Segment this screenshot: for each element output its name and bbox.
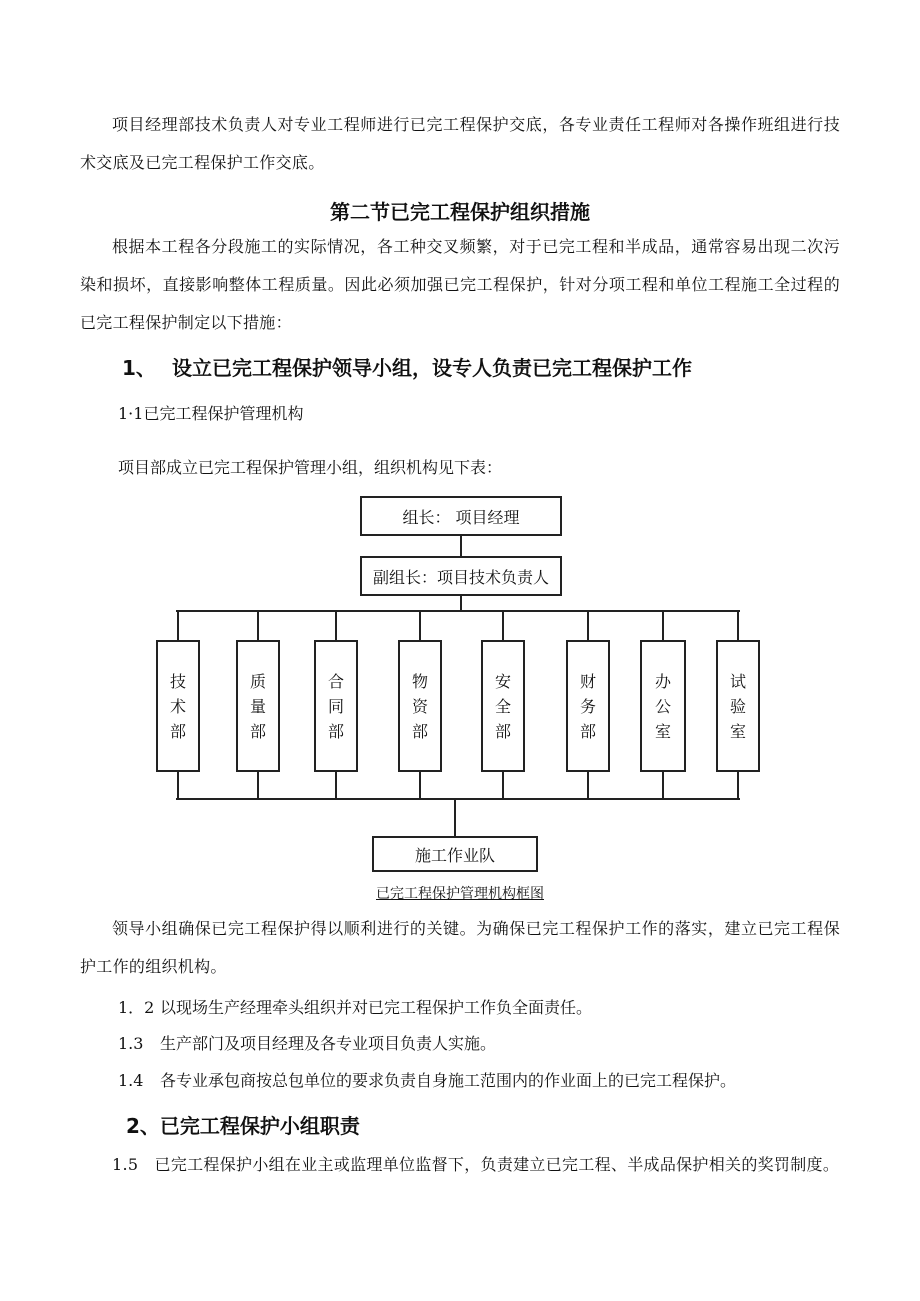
item-number: 1．2 [118, 998, 155, 1017]
section-title: 第二节已完工程保护组织措施 [330, 200, 590, 224]
department-char: 技 [169, 671, 186, 691]
department-char: 合 [327, 671, 344, 691]
item-number: 1.5 [112, 1155, 139, 1174]
department-char: 量 [249, 696, 266, 716]
intro-paragraph: 项目经理部技术负责人对专业工程师进行已完工程保护交底，各专业责任工程师对各操作班组进行技术交底及已完工程保护工作交底。 [80, 115, 840, 172]
item-text: 生产部门及项目经理及各专业项目负责人实施。 [160, 1034, 497, 1053]
department-box [156, 640, 200, 772]
connector-line [662, 770, 664, 800]
connector-line [460, 536, 462, 556]
item-1-5 [80, 1146, 840, 1184]
department-box [640, 640, 686, 772]
department-char: 安 [494, 671, 511, 691]
department-box [716, 640, 760, 772]
connector-line [587, 770, 589, 800]
department-char: 资 [411, 696, 428, 716]
connector-line [587, 610, 589, 640]
item-text: 以现场生产经理牵头组织并对已完工程保护工作负全面责任。 [160, 998, 593, 1017]
department-box [481, 640, 525, 772]
deputy-box: 副组长：项目技术负责人 [360, 556, 562, 596]
connector-line [257, 610, 259, 640]
heading-1-number: 1、 [122, 356, 156, 380]
heading-2-text: 已完工程保护小组职责 [159, 1114, 360, 1138]
department-char: 办 [654, 671, 671, 691]
item-text: 各专业承包商按总包单位的要求负责自身施工范围内的作业面上的已完工程保护。 [160, 1071, 737, 1090]
department-box [398, 640, 442, 772]
connector-line [177, 770, 179, 800]
top-bus-line [176, 610, 740, 612]
heading-1 [122, 352, 692, 381]
department-char: 财 [579, 671, 596, 691]
department-char: 物 [411, 671, 428, 691]
item-number: 1.4 [118, 1071, 144, 1090]
item-1-4 [118, 1068, 736, 1091]
connector-line [737, 610, 739, 640]
department-char: 部 [411, 721, 428, 741]
subheading-1-1: 1·1已完工程保护管理机构 [118, 404, 304, 423]
connector-line [335, 770, 337, 800]
department-box [566, 640, 610, 772]
department-char: 公 [654, 696, 671, 716]
department-char: 验 [729, 696, 746, 716]
department-char: 部 [327, 721, 344, 741]
item-1-2 [118, 995, 592, 1018]
connector-line [502, 610, 504, 640]
after-chart-paragraph: 领导小组确保已完工程保护得以顺利进行的关键。为确保已完工程保护工作的落实，建立已完工程保护工作的组织机构。 [80, 919, 840, 976]
connector-line [662, 610, 664, 640]
org-intro-text: 项目部成立已完工程保护管理小组，组织机构见下表： [118, 458, 503, 477]
section-intro-paragraph: 根据本工程各分段施工的实际情况，各工种交叉频繁，对于已完工程和半成品，通常容易出现二次污染和损坏，直接影响整体工程质量。因此必须加强已完工程保护，针对分项工程和单位工程施工全过程的已完工程保护制定以下措施： [80, 237, 840, 332]
department-char: 部 [494, 721, 511, 741]
department-char: 室 [654, 721, 671, 741]
connector-line [257, 770, 259, 800]
connector-line [419, 610, 421, 640]
department-char: 部 [169, 721, 186, 741]
department-char: 室 [729, 721, 746, 741]
leader-box: 组长： 项目经理 [360, 496, 562, 536]
department-char: 质 [249, 671, 266, 691]
department-char: 同 [327, 696, 344, 716]
connector-line [335, 610, 337, 640]
department-char: 务 [579, 696, 596, 716]
item-1-3 [118, 1031, 496, 1054]
chart-caption: 已完工程保护管理机构框图 [376, 886, 544, 902]
department-box [314, 640, 358, 772]
connector-line [177, 610, 179, 640]
heading-1-text: 设立已完工程保护领导小组，设专人负责已完工程保护工作 [172, 356, 692, 380]
bottom-bus-line [176, 798, 740, 800]
org-chart [0, 480, 920, 880]
item-number: 1.3 [118, 1034, 144, 1053]
department-char: 全 [494, 696, 511, 716]
connector-line [454, 798, 456, 838]
department-char: 部 [579, 721, 596, 741]
connector-line [737, 770, 739, 800]
department-char: 部 [249, 721, 266, 741]
item-text: 已完工程保护小组在业主或监理单位监督下，负责建立已完工程、半成品保护相关的奖罚制度。 [154, 1155, 840, 1174]
team-box: 施工作业队 [372, 836, 538, 872]
department-box [236, 640, 280, 772]
heading-2 [126, 1110, 360, 1139]
department-char: 术 [169, 696, 186, 716]
heading-2-number: 2、 [126, 1114, 160, 1138]
connector-line [502, 770, 504, 800]
department-char: 试 [729, 671, 746, 691]
connector-line [419, 770, 421, 800]
